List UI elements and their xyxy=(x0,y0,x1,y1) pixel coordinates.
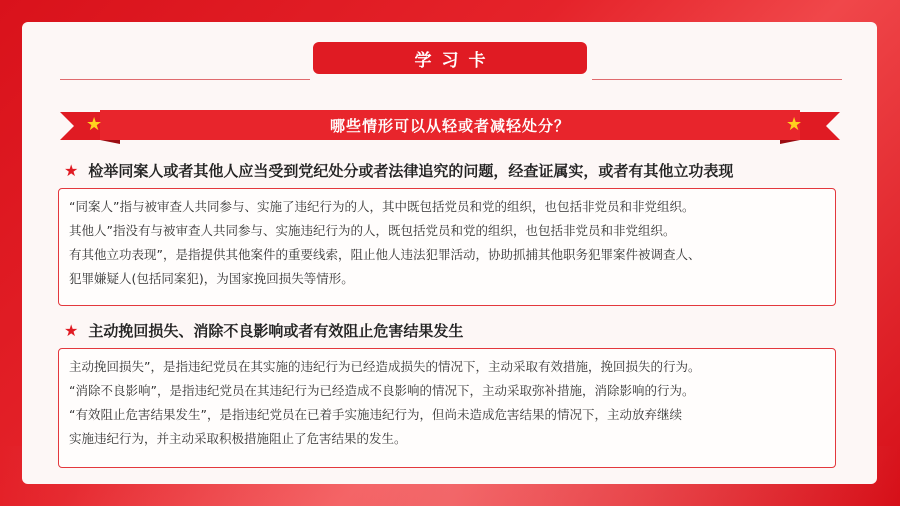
paragraph: 实施违纪行为，并主动采取积极措施阻止了危害结果的发生。 xyxy=(69,431,407,446)
star-icon: ★ xyxy=(786,114,803,135)
section-heading xyxy=(64,320,463,341)
question-text: 哪些情形可以从轻或者减轻处分？ xyxy=(329,116,570,135)
star-icon: ★ xyxy=(64,321,79,340)
star-icon: ★ xyxy=(86,114,103,135)
section-box xyxy=(58,188,836,306)
paragraph: “消除不良影响”，是指违纪党员在其违纪行为已经造成不良影响的情况下，主动采取弥补措施，消除影响的行为。 xyxy=(69,383,695,398)
paragraph: 有其他立功表现”，是指提供其他案件的重要线索，阻止他人违法犯罪活动，协助抓捕其他职务犯罪案件被调查人、 xyxy=(69,247,701,262)
card-title: 学习卡 xyxy=(313,42,587,74)
paragraph: 主动挽回损失”，是指违纪党员在其实施的违纪行为已经造成损失的情况下，主动采取有效措施，挽回损失的行为。 xyxy=(69,359,701,374)
paragraph: “同案人”指与被审查人共同参与、实施了违纪行为的人，其中既包括党员和党的组织，也包括非党员和非党组织。 xyxy=(69,199,695,214)
section-heading-text: 检举同案人或者其他人应当受到党纪处分或者法律追究的问题，经查证属实，或者有其他立功表现 xyxy=(88,162,734,180)
section-heading-text: 主动挽回损失、消除不良影响或者有效阻止危害结果发生 xyxy=(88,322,464,340)
title-divider-right xyxy=(592,79,842,80)
question-ribbon xyxy=(60,110,840,144)
title-divider-left xyxy=(60,79,310,80)
paragraph: “有效阻止危害结果发生”，是指违纪党员在已着手实施违纪行为，但尚未造成危害结果的情况下，主动放弃继续 xyxy=(69,407,682,422)
paragraph: 其他人”指没有与被审查人共同参与、实施违纪行为的人，既包括党员和党的组织，也包括非党员和非党组织。 xyxy=(69,223,676,238)
section-heading xyxy=(64,160,733,181)
paragraph: 犯罪嫌疑人(包括同案犯)，为国家挽回损失等情形。 xyxy=(69,271,354,286)
star-icon: ★ xyxy=(64,161,79,180)
section-box xyxy=(58,348,836,468)
